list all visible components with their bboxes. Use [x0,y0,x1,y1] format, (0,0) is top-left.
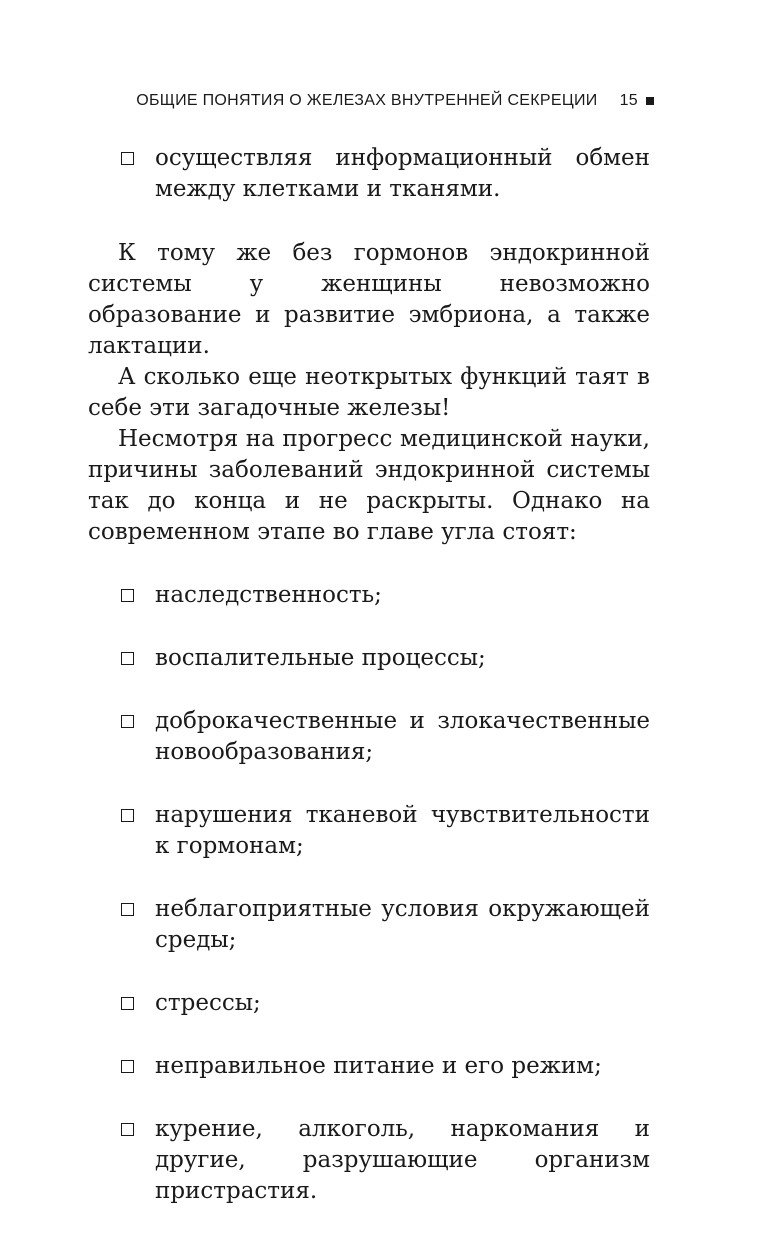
list-item-text: наследственность; [155,582,382,608]
list-item-text: доброкачественные и злокачественные новообразования; [155,708,650,765]
checkbox-bullet-icon [121,715,134,728]
list-item-text: неблагоприятные условия окружающей среды; [155,896,650,953]
list-item-text: стрессы; [155,990,261,1016]
checkbox-bullet-icon [121,589,134,602]
list-item [88,988,650,1019]
list-item [88,1114,650,1207]
page-marker-square [646,97,654,105]
checkbox-bullet-icon [121,152,134,165]
list-item [88,706,650,768]
checkbox-bullet-icon [121,809,134,822]
list-item [88,643,650,674]
list-item [88,143,650,205]
paragraph-text: А сколько еще неоткрытых функций таят в себе эти загадочные железы! [88,364,650,421]
running-title: ОБЩИЕ ПОНЯТИЯ О ЖЕЛЕЗАХ ВНУТРЕННЕЙ СЕКРЕЦИИ [136,92,598,109]
paragraph [88,362,650,424]
causes-list [88,580,650,1207]
paragraph [88,424,650,548]
checkbox-bullet-icon [121,903,134,916]
paragraph-text: К тому же без гормонов эндокринной системы у женщины невозможно образование и развитие эмбриона, а также лактации. [88,240,650,359]
checkbox-bullet-icon [121,997,134,1010]
running-header [88,92,654,110]
list-item-text: осуществляя информационный обмен между клетками и тканями. [155,145,650,202]
page-number: 15 [619,92,638,109]
checkbox-bullet-icon [121,1060,134,1073]
list-item-text: нарушения тканевой чувствительности к гормонам; [155,802,650,859]
list-item [88,894,650,956]
list-item [88,1051,650,1082]
checkbox-bullet-icon [121,652,134,665]
page-body [88,143,650,1207]
list-item [88,580,650,611]
list-item-text: курение, алкоголь, наркомания и другие, разрушающие организм пристрастия. [155,1116,650,1204]
checkbox-bullet-icon [121,1123,134,1136]
list-item-text: неправильное питание и его режим; [155,1053,602,1079]
paragraph-text: Несмотря на прогресс медицинской науки, причины заболеваний эндокринной системы так до конца и не раскрыты. Однако на современном этапе во главе угла стоят: [88,426,650,545]
paragraph [88,238,650,362]
list-item [88,800,650,862]
list-item-text: воспалительные процессы; [155,645,486,671]
